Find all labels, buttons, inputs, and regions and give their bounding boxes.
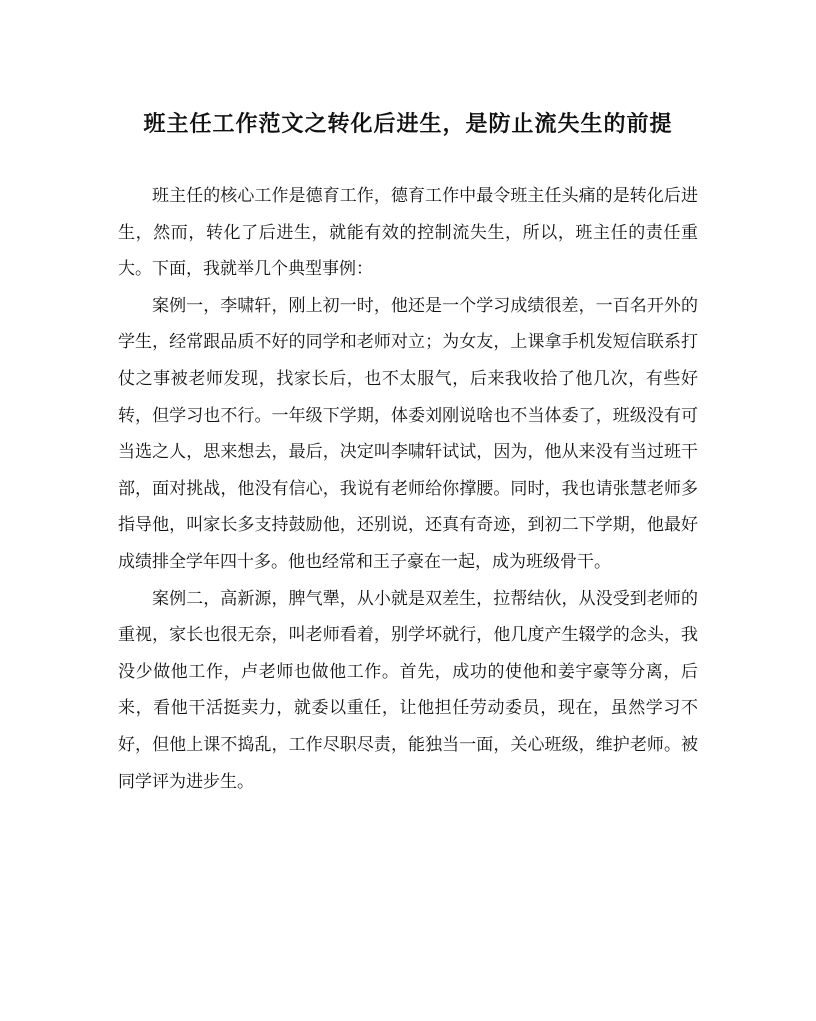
paragraph-intro: 班主任的核心工作是德育工作，德育工作中最令班主任头痛的是转化后进生，然而，转化了后进生，就能有效的控制流失生，所以，班主任的责任重大。下面，我就举几个典型事例： [118,186,698,280]
document-title: 班主任工作范文之转化后进生，是防止流失生的前提 [143,111,673,137]
paragraph-case-one: 案例一，李啸轩，刚上初一时，他还是一个学习成绩很差，一百名开外的学生，经常跟品质不好的同学和老师对立；为女友，上课拿手机发短信联系打仗之事被老师发现，找家长后，也不太服气，后来我收拾了他几次，有些好转，但学习也不行。一年级下学期，体委刘刚说啥也不当体委了，班级没有可当选之人，思来想去，最后，决定叫李啸轩试试，因为，他从来没有当过班干部，面对挑战，他没有信心，我说有老师给你撑腰。同时，我也请张慧老师多指导他，叫家长多支持鼓励他，还别说，还真有奇迹，到初二下学期，他最好成绩排全学年四十多。他也经常和王子豪在一起，成为班级骨干。 [118,295,698,572]
paragraph-case-two: 案例二，高新源，脾气犟，从小就是双差生，拉帮结伙，从没受到老师的重视，家长也很无奈，叫老师看着，别学坏就行，他几度产生辍学的念头，我没少做他工作，卢老师也做他工作。首先，成功的使他和姜宇豪等分离，后来，看他干活挺卖力，就委以重任，让他担任劳动委员，现在，虽然学习不好，但他上课不捣乱，工作尽职尽责，能独当一面，关心班级，维护老师。被同学评为进步生。 [118,588,698,792]
document-body [118,178,698,800]
